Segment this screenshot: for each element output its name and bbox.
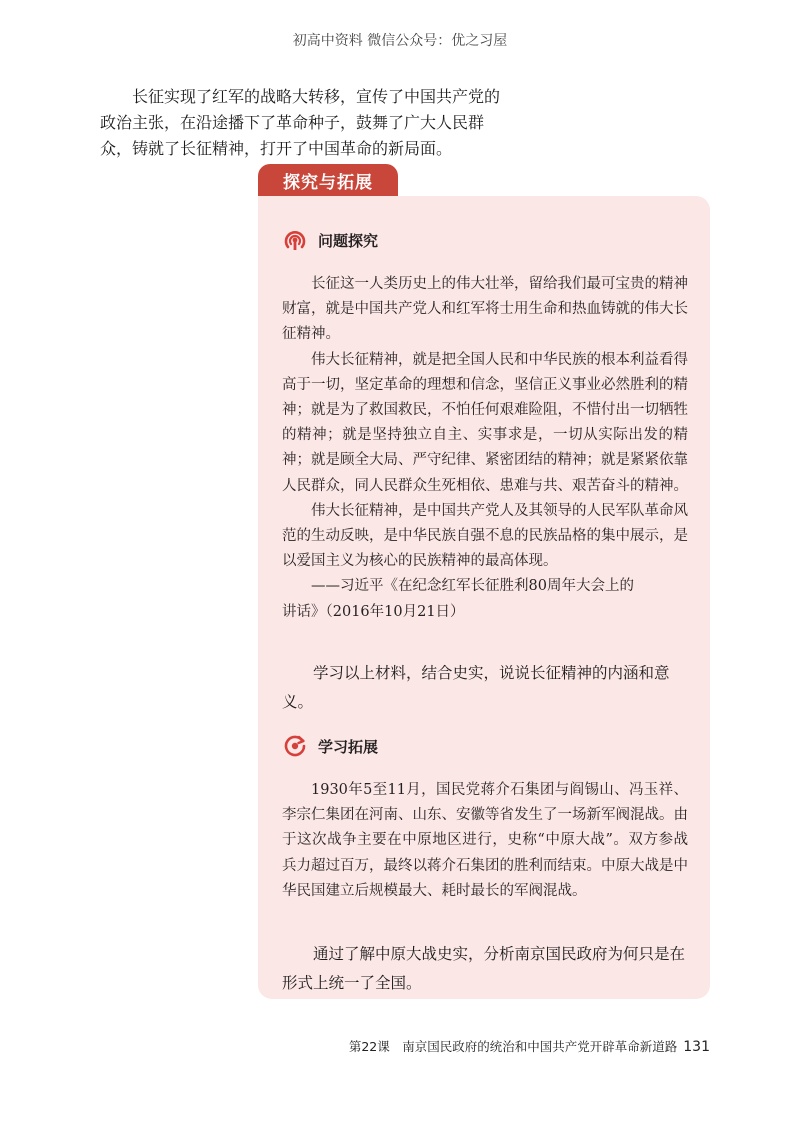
quote-paragraph: 伟大长征精神，就是把全国人民和中华民族的根本利益看得高于一切，坚定革命的理想和信念，坚信正义事业必然胜利的精神；就是为了救国救民，不怕任何艰难险阻，不惜付出一切牺牲的精神；就是坚持独立自主、实事求是，一切从实际出发的精神；就是顾全大局、严守纪律、紧密团结的精神；就是紧紧依靠人民群众，同人民群众生死相依、患难与共、艰苦奋斗的精神。 (282, 351, 688, 494)
quote-source (282, 574, 688, 624)
inquiry-title: 问题探究 (318, 231, 379, 250)
inquiry-section-header (282, 227, 378, 253)
explore-tab-label: 探究与拓展 (258, 164, 398, 202)
page-header: 初高中资料 微信公众号：优之习屋 (292, 33, 508, 49)
extension-text (282, 778, 688, 904)
inquiry-task: 学习以上材料，结合史实，说说长征精神的内涵和意义。 (282, 664, 670, 711)
page-number: 131 (683, 1039, 710, 1055)
intro-paragraph: 长征实现了红军的战略大转移，宣传了中国共产党的政治主张，在沿途播下了革命种子，鼓舞了广大人民群众，铸就了长征精神，打开了中国革命的新局面。 (100, 87, 501, 158)
quote-paragraph: 伟大长征精神，是中国共产党人及其领导的人民军队革命风范的生动反映，是中华民族自强不息的民族品格的集中展示，是以爱国主义为核心的民族精神的最高体现。 (282, 502, 688, 570)
quote-source-line: 讲话》（2016年10月21日） (282, 603, 465, 620)
quote-source-line: ——习近平《在纪念红军长征胜利80周年大会上的 (311, 578, 634, 595)
extension-task: 通过了解中原大战史实，分析南京国民政府为何只是在形式上统一了全国。 (282, 945, 686, 992)
extension-icon (282, 733, 308, 759)
extension-title: 学习拓展 (318, 737, 379, 756)
footer-lesson-title: 第22课 南京国民政府的统治和中国共产党开辟革命新道路 (348, 1039, 678, 1054)
extension-section-header (282, 733, 378, 759)
page-footer (349, 1037, 710, 1055)
inquiry-icon (282, 227, 308, 253)
extension-paragraph: 1930年5至11月，国民党蒋介石集团与阎锡山、冯玉祥、李宗仁集团在河南、山东、安徽等省发生了一场新军阀混战。由于这次战争主要在中原地区进行，史称“中原大战”。双方参战兵力超过百万，最终以蒋介石集团的胜利而结束。中原大战是中华民国建立后规模最大、耗时最长的军阀混战。 (282, 782, 688, 899)
inquiry-quote (282, 272, 688, 625)
quote-paragraph: 长征这一人类历史上的伟大壮举，留给我们最可宝贵的精神财富，就是中国共产党人和红军将士用生命和热血铸就的伟大长征精神。 (282, 276, 688, 343)
